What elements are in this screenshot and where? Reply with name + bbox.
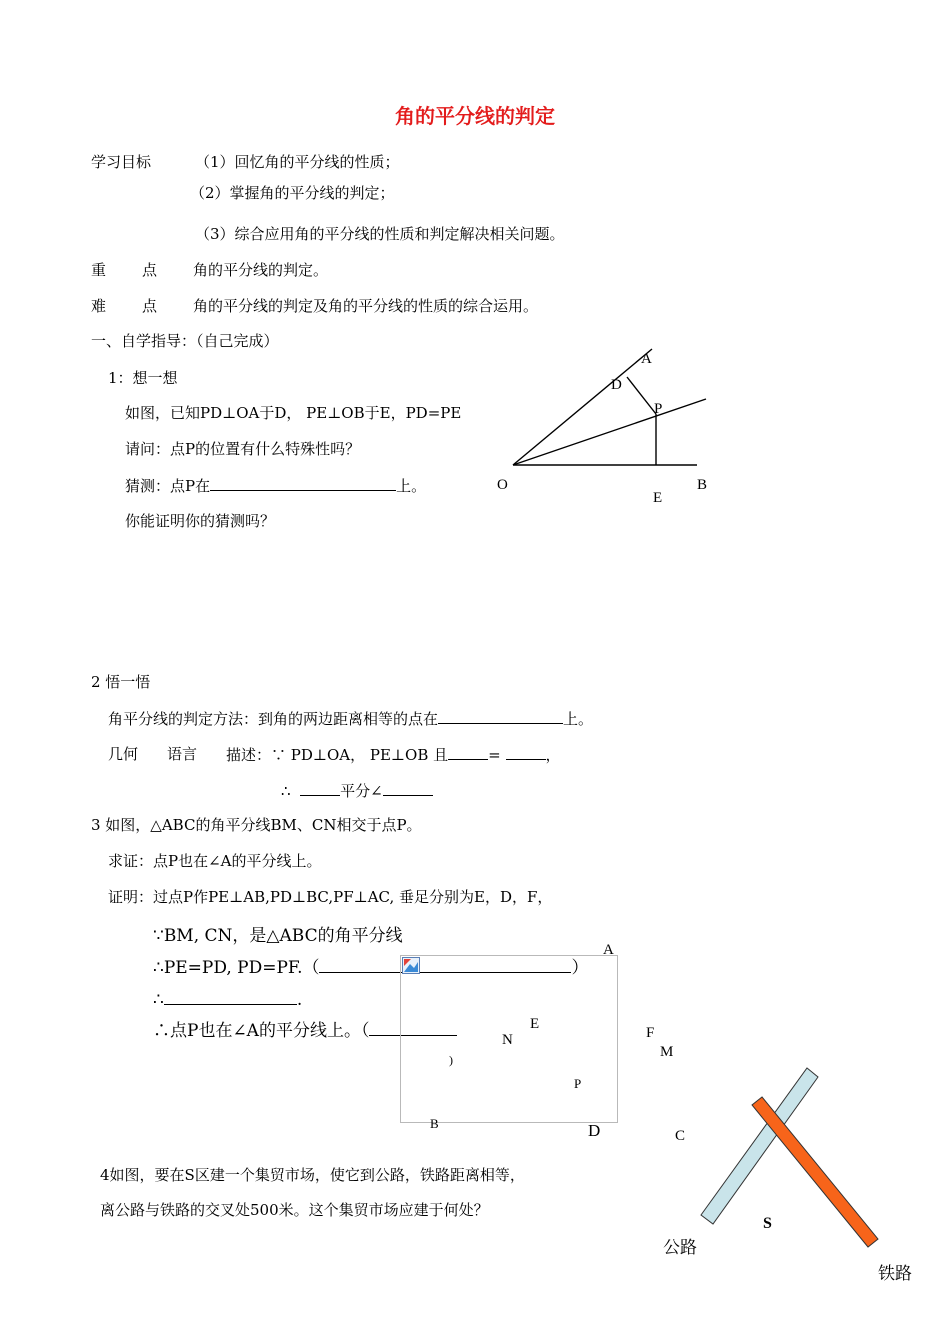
fig3-label-f: F: [646, 1025, 655, 1041]
guess-prefix: 猜测：点P在: [125, 477, 211, 495]
key-point-label-2: 点: [142, 261, 158, 279]
geo-label-3: 描述：∵ PD⊥OA， PE⊥OB 且: [226, 746, 449, 764]
geo-label-2: 语言: [167, 745, 198, 763]
step3-prefix: ∴: [153, 990, 164, 1010]
objectives-label: 学习目标: [91, 153, 152, 171]
item3-proof-intro: 证明：过点P作PE⊥AB,PD⊥BC,PF⊥AC, 垂足分别为E，D，F，: [108, 888, 553, 906]
item3-prove: 求证：点P也在∠A的平分线上。: [108, 852, 322, 870]
objective-1: （1）回忆角的平分线的性质；: [195, 153, 400, 171]
fig1-label-d: D: [611, 377, 622, 393]
step2-prefix: ∴PE=PD, PD=PF.（: [153, 958, 320, 978]
fig3-label-n: N: [502, 1032, 513, 1048]
therefore-symbol: ∴: [281, 782, 291, 800]
fig4-label-s: S: [763, 1215, 772, 1232]
fig1-label-p: P: [654, 401, 663, 417]
proof-step-1: ∵BM, CN，是△ABC的角平分线: [153, 926, 403, 946]
key-point-label-1: 重: [91, 261, 107, 279]
method-prefix: 角平分线的判定方法：到角的两边距离相等的点在: [108, 710, 439, 728]
step4-prefix: ∴点P也在∠A的平分线上。（: [153, 1021, 370, 1041]
section1-heading: 一、自学指导：（自己完成）: [91, 332, 279, 350]
fig1-label-e: E: [653, 490, 663, 506]
fig3-label-b: B: [430, 1116, 439, 1131]
difficulty-text: 角的平分线的判定及角的平分线的性质的综合运用。: [193, 297, 539, 315]
geo-eq: =: [488, 746, 501, 764]
step2-suffix: ）: [571, 958, 589, 978]
item4-line1: 4如图，要在S区建一个集贸市场，使它到公路，铁路距离相等，: [100, 1166, 525, 1184]
fig3-label-a: A: [603, 942, 614, 958]
item1-line4: 你能证明你的猜测吗？: [125, 512, 276, 530]
geo-comma: ，: [545, 746, 561, 764]
fig3-paren: ): [449, 1053, 453, 1067]
fig3-label-m: M: [660, 1044, 674, 1060]
difficulty-label-2: 点: [142, 297, 158, 315]
fig1-label-o: O: [497, 477, 508, 493]
difficulty-label-1: 难: [91, 297, 107, 315]
item3-heading: 3 如图，△ABC的角平分线BM、CN相交于点P。: [91, 816, 422, 834]
fig1-label-b: B: [697, 477, 708, 493]
key-point-text: 角的平分线的判定。: [193, 261, 329, 279]
geo-label-1: 几何: [108, 745, 139, 763]
fig4-label-railway: 铁路: [878, 1264, 912, 1284]
bisect-text: 平分∠: [340, 782, 383, 800]
objective-2: （2）掌握角的平分线的判定；: [190, 184, 395, 202]
step3-suffix: .: [296, 990, 303, 1010]
page-title: 角的平分线的判定: [395, 104, 555, 128]
item1-heading: 1：想一想: [108, 369, 178, 387]
fig3-label-d: D: [588, 1121, 601, 1140]
fig1-label-a: A: [641, 351, 652, 367]
item1-line2: 请问：点P的位置有什么特殊性吗？: [125, 440, 361, 458]
item1-line1: 如图，已知PD⊥OA于D， PE⊥OB于E，PD=PE: [125, 404, 462, 422]
fig4-label-road: 公路: [663, 1238, 697, 1258]
fig3-label-p: P: [574, 1076, 582, 1091]
item2-heading: 2 悟一悟: [91, 673, 151, 691]
objective-3: （3）综合应用角的平分线的性质和判定解决相关问题。: [195, 225, 565, 243]
guess-suffix: 上。: [396, 477, 427, 495]
fig3-label-e: E: [530, 1016, 540, 1032]
item4-line2: 离公路与铁路的交叉处500米。这个集贸市场应建于何处？: [100, 1201, 489, 1219]
method-suffix: 上。: [563, 710, 594, 728]
fig3-label-c: C: [675, 1128, 686, 1144]
